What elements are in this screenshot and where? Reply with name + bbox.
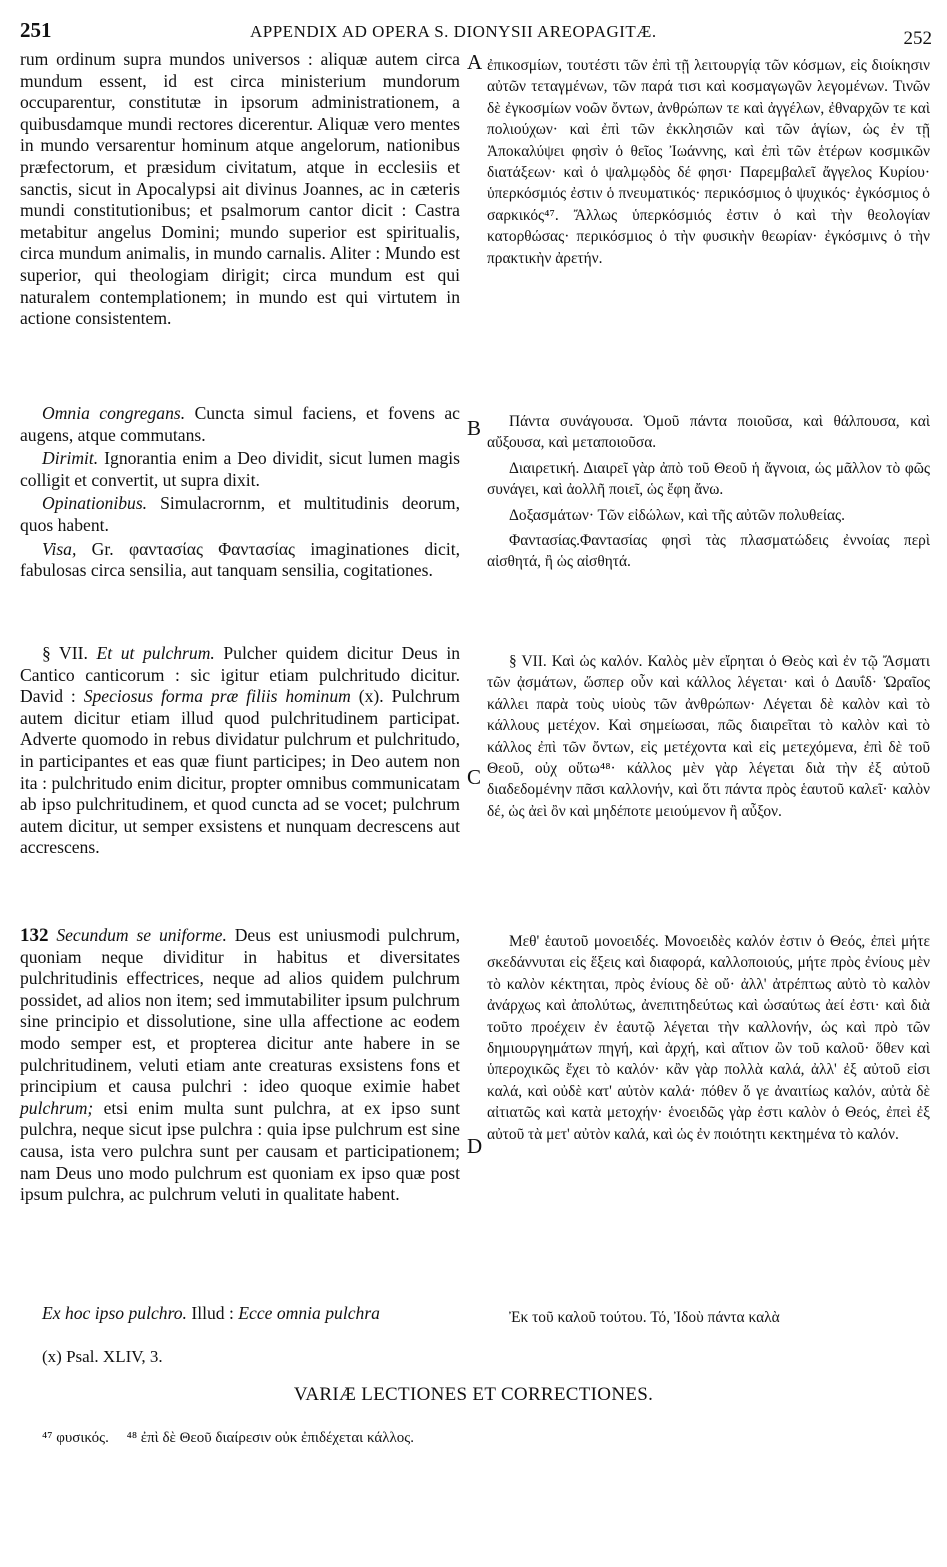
running-header xyxy=(20,18,932,48)
greek-text: Μεθ' ἑαυτοῦ μονοειδές. Μονοειδὲς καλόν ἐστιν ὁ Θεός, ἐπεὶ μήτε σκεδάννυται εἰς ἕξεις καὶ διαφορά, καλλοποιούς, μήτε πρὸς ἐνίους μὲν τὸ καλὸν κέκτηται, πρὸς ἐνίους δὲ οὔ· ἀλλ' ἀτρέπτως αὐτὸ τὸ καλὸν ἀνάρχως καὶ ἀπολύτως, ἀνεπιτηδεύτως καὶ ὡσαύτως ἀεί ἐστι· καὶ διὰ τοῦτο προέχειν ἐν ἑαυτῷ λέγεται τὴν καλλονήν, ὡς καὶ πρὸ τῶν δημιουργημάτων πηγή, καὶ ἀρχή, καὶ αἴτιον ὢν τοῦ καλοῦ· ὅθεν καὶ ὑπεροχικῶς ἔχει τὸ καλόν· κἂν γὰρ πολλὰ καλά, ἀλλ' ἐξ αὐτοῦ εἰσι καλά, καὶ οὐδὲ κατ' αὐτὸν καλά· πόθεν ὅ γε ἀναιτίως καλόν, αὐτὰ δὲ αἰτιατῶς καὶ κατὰ μετοχήν· ἑνοειδῶς γὰρ ἐστι καλὸν ὁ Θεός, ἐπεὶ ἐξ αὐτοῦ τὰ μετ' αὐτὸν καλά, καὶ ὡς ἐν ποιότητι κεκτημένα τὸ καλόν. xyxy=(487,933,930,1143)
variant-note-48: ⁴⁸ ἐπὶ δὲ Θεοῦ διαίρεσιν οὐκ ἐπιδέχεται κάλλος. xyxy=(126,1430,414,1446)
page-number-left: 251 xyxy=(20,18,52,42)
greek-text: Διαιρετική. Διαιρεῖ γὰρ ἀπὸ τοῦ Θεοῦ ἡ ἄγνοια, ὡς μᾶλλον τὸ φῶς συνάγει, καὶ ἀολλῆ ποιεῖ, ὡς ἔφη ἄνω. xyxy=(487,459,930,499)
lemma: Ex hoc ipso pulchro. xyxy=(42,1303,187,1323)
latin-text: Ignorantia enim a Deo dividit, sicut lumen magis colligit et convertit, ut supra dixit. xyxy=(20,448,460,490)
latin-paragraph xyxy=(20,643,460,859)
scripture-quote: Ecce omnia pulchra xyxy=(238,1303,380,1323)
latin-text: Cuncta simul faciens, et fovens ac augens, atque commutans. xyxy=(20,403,460,445)
greek-paragraph xyxy=(487,55,930,269)
lemma: Opinationibus. xyxy=(42,493,148,514)
latin-text: Pulcher quidem dicitur Deus in Cantico canticorum : sic igitur etiam pulchritudo dicitur. David : xyxy=(20,643,461,707)
greek-paragraph xyxy=(487,651,930,822)
column-number: 132 xyxy=(20,925,49,946)
greek-paragraph xyxy=(487,931,930,1145)
scripture-quote: Speciosus forma præ filiis hominum xyxy=(83,686,351,707)
page-number-right: 252 xyxy=(903,28,932,49)
latin-text: Gr. φαντασίας Φαντασίας imaginationes dicit, fabulosas circa sensilia, aut tanquam sensilia, cogitationes. xyxy=(20,538,460,581)
marker-b: B xyxy=(467,416,482,440)
latin-paragraph xyxy=(20,925,460,1206)
lemma: Secundum se uniforme. xyxy=(56,925,227,945)
footnote: (x) Psal. XLIV, 3. xyxy=(42,1347,163,1366)
marker-c: C xyxy=(467,765,482,789)
greek-text: Ἐκ τοῦ καλοῦ τούτου. Τό, Ἰδοὺ πάντα καλὰ xyxy=(509,1309,780,1326)
lemma: Visa, xyxy=(42,538,77,559)
greek-text: Δοξασμάτων· Τῶν εἰδώλων, καὶ τῆς αὐτῶν πολυθείας. xyxy=(509,506,846,524)
latin-text: Simulacrornm, et multitudinis deorum, quos habent. xyxy=(20,493,460,535)
latin-text: Pulchrum autem dicitur etiam illud quod pulchritudinem participat. Adverte quomodo in rebus dividatur pulchrum et pulchritudo, in participantes et eas quæ fiunt participes; in Deo autem non ita : pulchritudo enim dicitur, propter omnibus communicatam ab ipso pulchritudinem, et quod cuncta ad se vocet; pulchrum autem dicitur, ut semper exsistens et nunquam decrescens aut accrescens. xyxy=(20,686,460,858)
latin-paragraph xyxy=(20,49,460,330)
latin-text: Deus est uniusmodi pulchrum, quoniam neque dividitur in habitus et diversitates pulchritudinis effectrices, neque ad alios quidem pulchrum possidet, ad alios non item; sed immutabiliter ipsum pulchrum sine principio et dissolutione, sine ulla affectione ac eodem modo semper est, et propterea dicitur ante habere in se pulchritudinem, veluti etiam ante creaturas exsistens fons et principium et causa pulchri : ideo quoque eximie habet xyxy=(20,925,460,1097)
greek-paragraph xyxy=(487,1307,930,1328)
lemma: Omnia congregans. xyxy=(42,403,186,423)
variae-lectiones-title: VARIÆ LECTIONES ET CORRECTIONES. xyxy=(293,1384,654,1405)
greek-paragraph xyxy=(487,411,930,573)
section-number: § VII. xyxy=(42,643,88,663)
latin-text: etsi enim multa sunt pulchra, at ex ipso sunt pulchra, neque sicut ipse pulchra : quia ipse pulchrum est sine causa, ista vero pulchra sunt per causam et participationem; nam Deus uno modo pulchrum est quoniam ex ipso quæ post ipsum pulchra, ac pulchrum veluti in qualitate habent. xyxy=(20,1097,460,1205)
greek-text: § VII. Καὶ ὡς καλόν. Καλὸς μὲν εἴρηται ὁ Θεὸς καὶ ἐν τῷ Ἄσματι τῶν ᾀσμάτων, ὥσπερ οὖν καὶ κάλλος λέγεται· καὶ ὁ Δαυΐδ· Ὡραῖος κάλλει παρὰ τοὺς υἱοὺς τῶν ἀνθρώπων· Λέγεται δὲ καλὸν καὶ τὸ κάλλους μετέχον. Καὶ σημείωσαι, πῶς διαιρεῖται τὸ καλὸν καὶ τὸ κάλλος ἐπὶ τῶν ὄντων, εἰς μετέχοντα καὶ εἰς μετεχόμενα, ἐπὶ δὲ τοῦ Θεοῦ, οὐχ οὕτω⁴⁸· κάλλος μὲν γὰρ λέγεται διὰ τὴν ἐξ αὐτοῦ διαδεδομένην πᾶσι καλλονήν, καὶ ὅτι πάντα πρὸς ἑαυτοῦ καλεῖ· καλὸν δέ, ὡς ἀεὶ ὂν καὶ μηδέποτε μειούμενον ἢ αὖξον. xyxy=(487,653,930,820)
latin-text: rum ordinum supra mundos universos : aliquæ autem circa mundum essent, id est circa ministerium mundorum occuparentur, constitutæ in ipsorum administrationem, a quibusdamque mundi rectores dicerentur. Aliquæ vero mentes in mundo versarentur hominum atque angelorum, nationibus præfectorum, et præsidum civitatum, atque in ecclesiis et sanctis, sicut in Apocalypsi ait divinus Joannes, ac in cæteris mundi constitutionibus; et psalmorum cantor dicit : Castra metabitur angelus Domini; mundo superior est spiritualis, circa mundum animalis, in mundo carnalis. Aliter : Mundo est superior, qui theologiam dirigit; circa mundum est qui naturalem contemplationem; in mundo est qui virtutem in actione consistentem. xyxy=(20,49,460,329)
marker-d: D xyxy=(467,1134,483,1158)
latin-paragraph xyxy=(20,1303,460,1325)
lemma: Dirimit. xyxy=(42,448,99,469)
lemma: Et ut pulchrum. xyxy=(96,643,215,663)
greek-text: Φαντασίας.Φαντασίας φησὶ τὰς πλασματώδεις ἐννοίας περὶ αἰσθητά, ἢ ὡς αἰσθητά. xyxy=(487,532,930,571)
greek-text: ἐπικοσμίων, τουτέστι τῶν ἐπὶ τῇ λειτουργίᾳ τῶν κόσμων, εἰς διοίκησιν αὐτῶν τεταγμένων, τῶν παρά τισι καὶ κοσμαγωγῶν λεγομένων. Τινῶν δὲ ἐγκοσμίων νοῶν ὄντων, ἀνθρώπων τε καὶ ἀγγέλων, ἐθναρχῶν τε καὶ πολιούχων· καὶ ἐπὶ τῶν ἐκκλησιῶν καὶ τῶν ἁγίων, ὡς ἐν τῇ Ἀποκαλύψει φησὶν ὁ θεῖος Ἰωάννης, καὶ ἐπὶ τῶν ἑτέρων κοσμικῶν διατάξεων· καὶ ὁ ψαλμῳδὸς δέ φησι· Παρεμβαλεῖ ἄγγελος Κυρίου· ὑπερκόσμιός ἐστιν ὁ πνευματικός· περικόσμιος ὁ ψυχικός· ἐγκόσμιος ὁ σαρκικός⁴⁷. Ἄλλως ὑπερκόσμιός ἐστιν ὁ καὶ τὴν θεολογίαν κατορθώσας· περικόσμιος ὁ τὴν φυσικὴν θεωρίαν· ἐγκόσμινς ὁ τὴν πρακτικὴν ἀρετήν. xyxy=(487,57,930,267)
greek-text: Πάντα συνάγουσα. Ὁμοῦ πάντα ποιοῦσα, καὶ θάλπουσα, καὶ αὔξουσα, καὶ μεταποιοῦσα. xyxy=(487,413,930,452)
footnote-ref: (x). xyxy=(350,686,384,707)
latin-paragraph xyxy=(20,403,460,582)
running-title: APPENDIX AD OPERA S. DIONYSII AREOPAGITÆ. xyxy=(250,22,657,41)
emphasis: pulchrum; xyxy=(20,1097,94,1118)
marker-a: A xyxy=(467,50,483,74)
latin-text: Illud : xyxy=(186,1303,239,1323)
variant-note-47: ⁴⁷ φυσικός. xyxy=(42,1430,109,1446)
variae-lectiones-notes xyxy=(42,1430,414,1447)
